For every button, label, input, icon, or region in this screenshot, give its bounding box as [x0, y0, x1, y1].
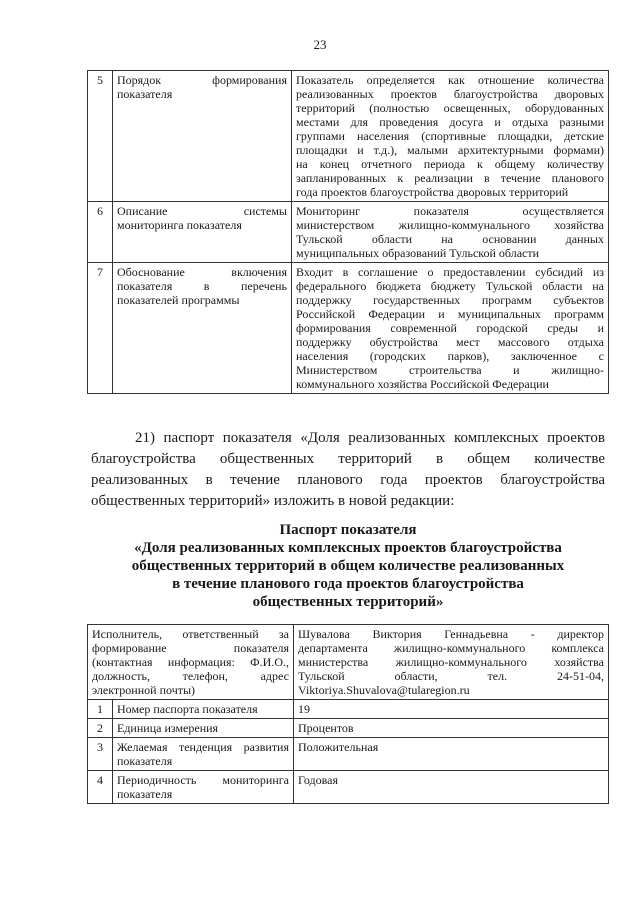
row-value-line: Входит в соглашение о предоставлении субсидий из: [296, 265, 604, 279]
table-row: [88, 700, 609, 719]
row-value: [292, 202, 609, 263]
row-value-line: местами для проведения досуга и отдыха разными: [296, 115, 604, 129]
executor-value-line: Шувалова Виктория Геннадьевна - директор: [298, 627, 604, 641]
row-label: [113, 71, 292, 202]
executor-value-line: Тульской области, тел. 24-51-04,: [298, 669, 604, 683]
row-value: [294, 700, 609, 719]
executor-label-line: (контактная информация: Ф.И.О.,: [92, 655, 289, 669]
amendment-paragraph: [91, 428, 605, 512]
table-row: [88, 263, 609, 394]
row-value-line: Тульской области на основании данных: [296, 232, 604, 246]
row-value-line: министерством жилищно-коммунального хозяйства: [296, 218, 604, 232]
executor-label-line: должность, телефон, адрес: [92, 669, 289, 683]
executor-value-line: министерства жилищно-коммунального хозяйства: [298, 655, 604, 669]
row-label-line: Описание системы: [117, 204, 287, 218]
row-value-line: коммунального хозяйства Российской Федерации: [296, 377, 549, 391]
row-value-line: площадки и т.д.), малыми архитектурными формами): [296, 143, 604, 157]
row-value-line: муниципальных образований Тульской области: [296, 246, 540, 260]
heading-line: «Доля реализованных комплексных проектов благоустройства: [134, 540, 562, 556]
table-row: [88, 71, 609, 202]
row-number: 7: [88, 263, 113, 394]
row-number: 3: [88, 738, 113, 771]
row-label-line: Обоснование включения: [117, 265, 287, 279]
row-value: [292, 71, 609, 202]
row-value: [292, 263, 609, 394]
row-value-line: поддержку обустройства мест массового отдыха: [296, 335, 604, 349]
row-value-line: Российской Федерации и муниципальных программ: [296, 307, 604, 321]
executor-email: Viktoriya.Shuvalova@tularegion.ru: [298, 683, 470, 697]
row-label: [113, 719, 294, 738]
row-value-line: Годовая: [298, 773, 338, 787]
indicator-passport-table: [87, 624, 609, 804]
row-label-line: Порядок формирования: [117, 73, 287, 87]
row-value: [294, 719, 609, 738]
row-label-line: Желаемая тенденция развития: [117, 740, 289, 754]
passport-heading: [91, 521, 605, 611]
row-label-line: мониторинга показателя: [117, 218, 242, 232]
row-value-line: территорий (полностью освещенных, оборудованных: [296, 101, 604, 115]
table-row: [88, 771, 609, 804]
executor-value: [294, 625, 609, 700]
paragraph-line: общественных территорий» изложить в новой редакции:: [91, 493, 455, 509]
heading-line: Паспорт показателя: [279, 522, 417, 538]
table-row: [88, 719, 609, 738]
row-value-line: населения (городских парков), заключенное с: [296, 349, 604, 363]
row-label-line: Номер паспорта показателя: [117, 702, 258, 716]
executor-label-line: формирование показателя: [92, 641, 289, 655]
row-label: [113, 738, 294, 771]
row-label-line: показателя: [117, 87, 173, 101]
row-value-line: запланированных к реализации в течение планового: [296, 171, 604, 185]
row-value-line: 19: [298, 702, 310, 716]
row-value-line: Министерством строительства и жилищно-: [296, 363, 604, 377]
row-value-line: формирования современной городской среды и: [296, 321, 604, 335]
row-number: 4: [88, 771, 113, 804]
row-number: 2: [88, 719, 113, 738]
row-number: 1: [88, 700, 113, 719]
executor-label: [88, 625, 294, 700]
row-label-line: показателя в перечень: [117, 279, 287, 293]
heading-line: в течение планового года проектов благоустройства: [172, 576, 524, 592]
row-label: [113, 700, 294, 719]
row-label: [113, 202, 292, 263]
table-row: [88, 738, 609, 771]
row-value-line: Процентов: [298, 721, 354, 735]
row-label-line: показателя: [117, 754, 173, 768]
row-value-line: федерального бюджета бюджету Тульской области на: [296, 279, 604, 293]
row-value-line: Показатель определяется как отношение количества: [296, 73, 604, 87]
row-label-line: Периодичность мониторинга: [117, 773, 289, 787]
row-label: [113, 263, 292, 394]
row-number: 5: [88, 71, 113, 202]
table-row: [88, 202, 609, 263]
indicator-table-part1: [87, 70, 609, 394]
row-label-line: показателя: [117, 787, 173, 801]
executor-label-line: электронной почты): [92, 683, 196, 697]
row-value-line: реализованных проектов благоустройства дворовых: [296, 87, 604, 101]
heading-line: общественных территорий в общем количестве реализованных: [131, 558, 565, 574]
row-value: [294, 738, 609, 771]
row-label-line: Единица измерения: [117, 721, 219, 735]
paragraph-line: 21) паспорт показателя «Доля реализованных комплексных проектов: [135, 430, 605, 446]
executor-value-line: департамента жилищно-коммунального комплекса: [298, 641, 604, 655]
row-label-line: показателей программы: [117, 293, 240, 307]
row-value-line: группами населения (спортивные площадки, детские: [296, 129, 604, 143]
page-number: 23: [313, 37, 327, 52]
row-number: 6: [88, 202, 113, 263]
executor-label-line: Исполнитель, ответственный за: [92, 627, 289, 641]
row-value-line: Положительная: [298, 740, 379, 754]
row-value-line: поддержку государственных программ субъектов: [296, 293, 604, 307]
heading-line: общественных территорий»: [252, 594, 444, 610]
paragraph-line: реализованных в течение планового года проектов благоустройства: [91, 472, 605, 488]
table-row-header: [88, 625, 609, 700]
row-label: [113, 771, 294, 804]
row-value-line: года проектов благоустройства дворовых территорий: [296, 185, 569, 199]
paragraph-line: благоустройства общественных территорий в общем количестве: [91, 451, 605, 467]
row-value-line: Мониторинг показателя осуществляется: [296, 204, 604, 218]
row-value: [294, 771, 609, 804]
row-value-line: на конец отчетного периода к общему количеству: [296, 157, 604, 171]
